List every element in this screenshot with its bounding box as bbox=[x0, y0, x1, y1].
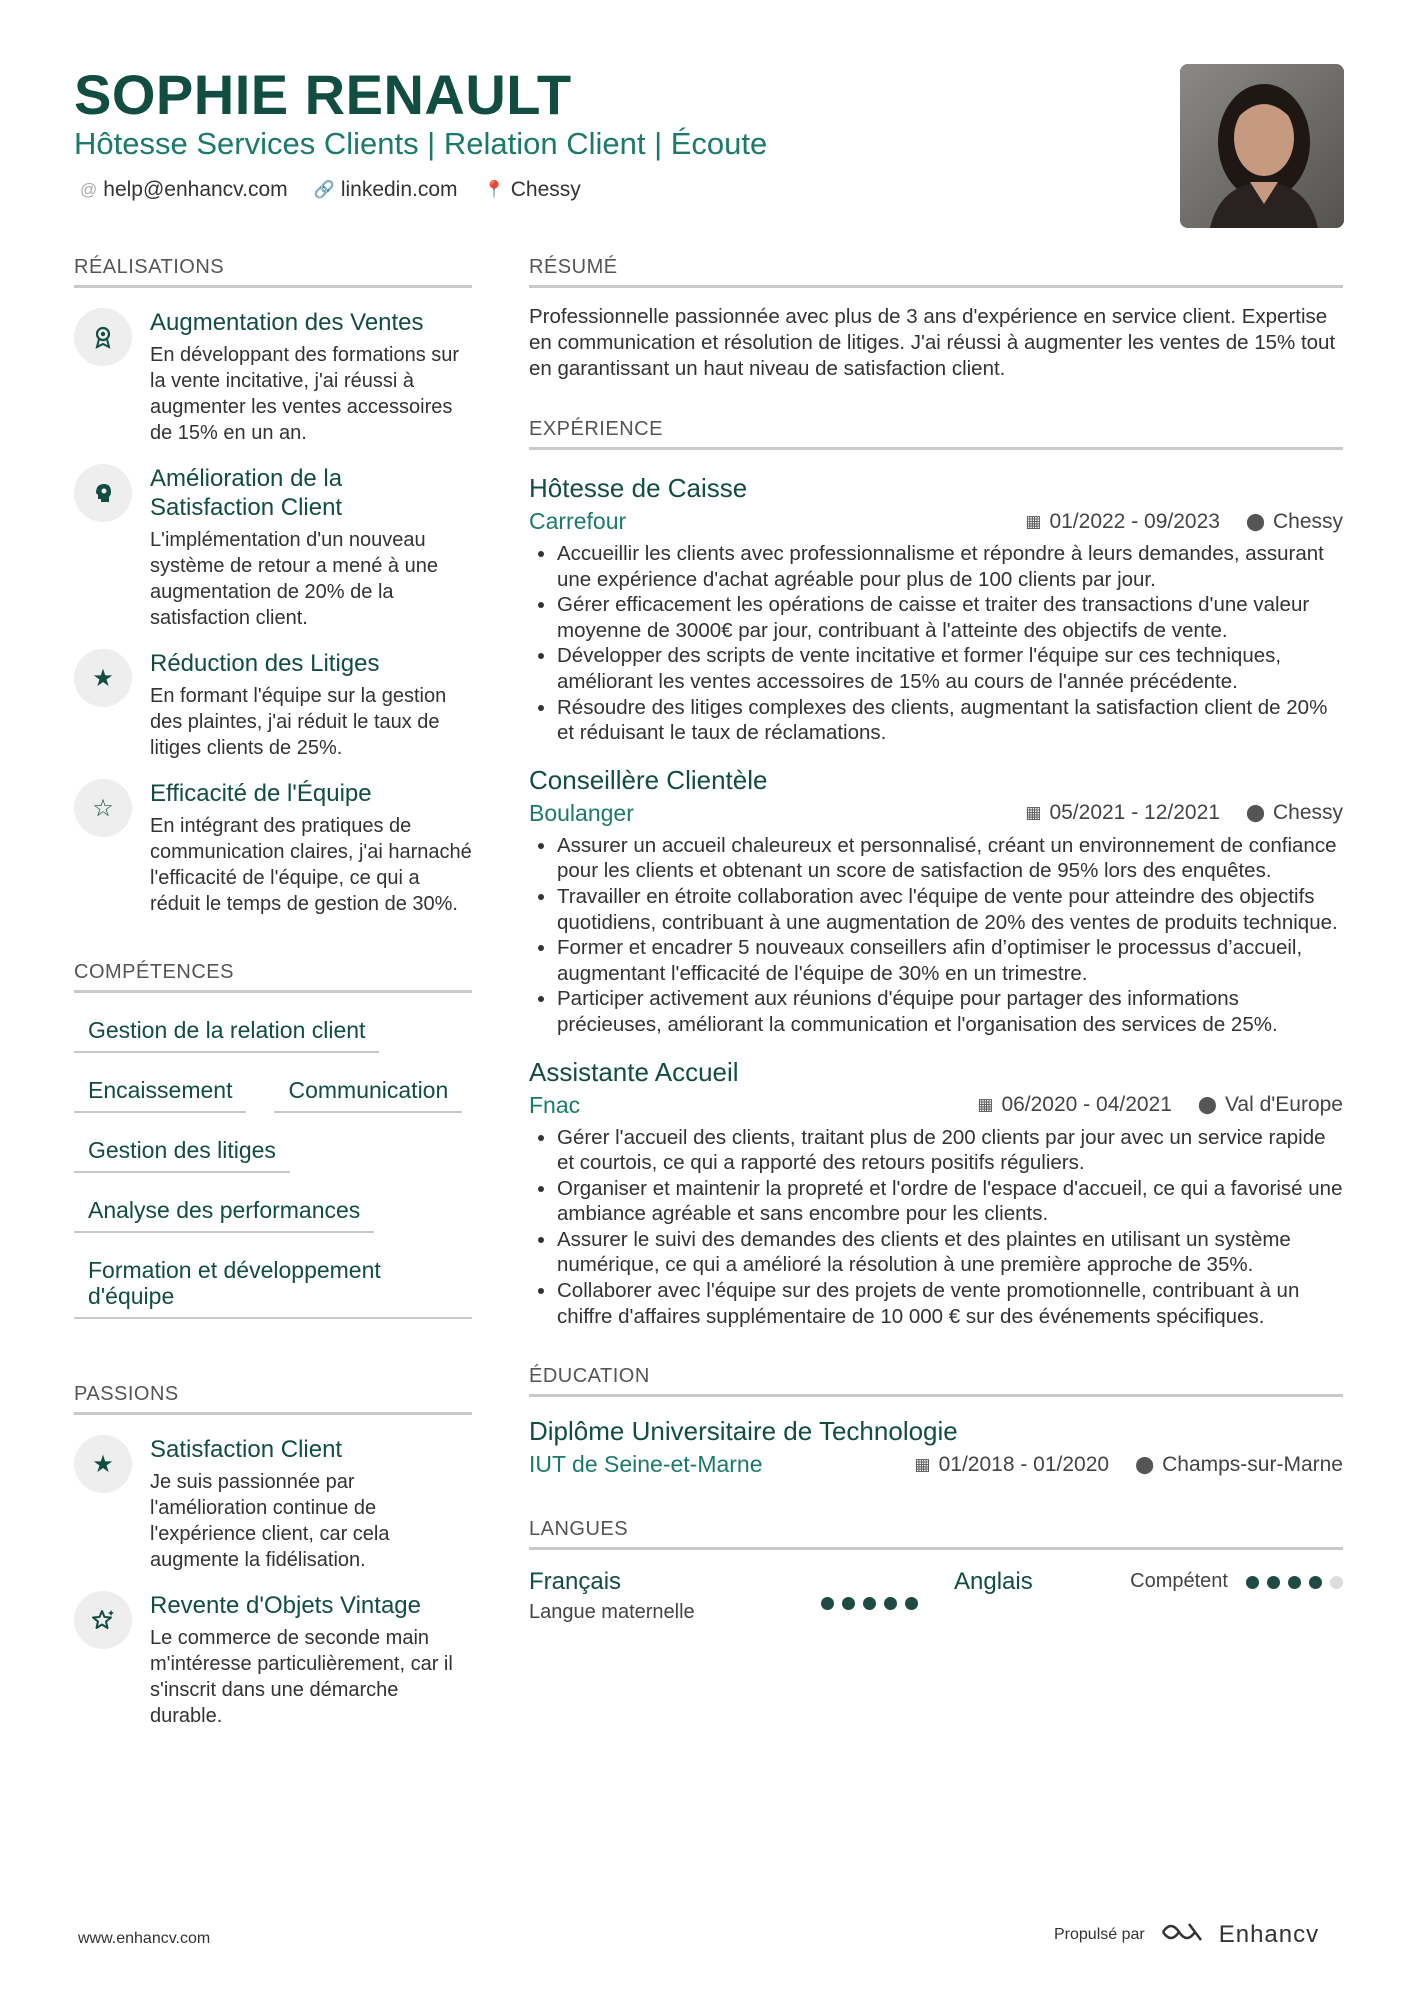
star-outline-icon: ☆ bbox=[74, 779, 132, 837]
achievement-desc: L'implémentation d'un nouveau système de retour a mené à une augmentation de 20% de la satisfaction client. bbox=[150, 529, 438, 629]
bullet-item: • Organiser et maintenir la propreté et l'ordre de l'espace d'accueil, ce qui a favorisé une ambiance agréable et sans encombre pour les clients. bbox=[557, 1176, 1343, 1227]
rating-dot bbox=[821, 1597, 834, 1610]
calendar-icon: ▦ bbox=[977, 1095, 994, 1114]
job-bullets bbox=[529, 1125, 1343, 1330]
languages-list bbox=[529, 1568, 1343, 1624]
contact-linkedin[interactable] bbox=[314, 178, 458, 202]
bullet-item: • Résoudre des litiges complexes des clients, augmentant la satisfaction client de 20% et réduisant le taux de réclamations. bbox=[557, 695, 1343, 746]
company-name: Carrefour bbox=[529, 508, 627, 534]
achievement-item bbox=[74, 308, 472, 446]
rating-dot bbox=[1267, 1576, 1280, 1589]
powered-by-text: Propulsé par bbox=[1054, 1925, 1145, 1943]
email-text: help@enhancv.com bbox=[103, 178, 288, 201]
location-pin-icon: ⬤ bbox=[1245, 511, 1265, 531]
job-location: Val d'Europe bbox=[1224, 1093, 1343, 1116]
bullet-item: • Assurer un accueil chaleureux et personnalisé, créant un environnement de confiance pour les clients et obtenant un score de satisfaction de 95% lors des enquêtes. bbox=[557, 833, 1343, 884]
rating-dot bbox=[1330, 1576, 1343, 1589]
bullet-item: • Assurer le suivi des demandes des clients et des plaintes en utilisant un système numérique, ce qui a amélioré la résolution à une première approche de 35%. bbox=[557, 1227, 1343, 1278]
passion-desc: Je suis passionnée par l'amélioration continue de l'expérience client, car cela augmente la fidélisation. bbox=[150, 1471, 390, 1571]
rating-dot bbox=[905, 1597, 918, 1610]
degree-title: Diplôme Universitaire de Technologie bbox=[529, 1416, 958, 1447]
achievement-title: Réduction des Litiges bbox=[150, 650, 380, 677]
bullet-item: • Gérer l'accueil des clients, traitant plus de 200 clients par jour avec un service rapide et courtois, ce qui a rapporté des retours positifs réguliers. bbox=[557, 1125, 1343, 1176]
footer-site[interactable]: www.enhancv.com bbox=[78, 1930, 211, 1947]
job-title: Assistante Accueil bbox=[529, 1056, 739, 1087]
bullet-item: • Gérer efficacement les opérations de caisse et traiter des transactions d'une valeur moyenne de 3000€ par jour, contribuant à l'atteinte des objectifs de vente. bbox=[557, 592, 1343, 643]
language-level: Compétent bbox=[1130, 1570, 1228, 1593]
job-bullets bbox=[529, 541, 1343, 746]
bullet-item: • Développer des scripts de vente incitative et former l'équipe sur ces techniques, améliorant les ventes accessoires de 15% au cours de l'année précédente. bbox=[557, 643, 1343, 694]
passion-title: Revente d'Objets Vintage bbox=[150, 1592, 421, 1619]
section-title-summary: RÉSUMÉ bbox=[529, 256, 1343, 288]
section-title-languages: LANGUES bbox=[529, 1518, 1343, 1550]
job-dates: 05/2021 - 12/2021 bbox=[1049, 801, 1220, 825]
section-title-experience: EXPÉRIENCE bbox=[529, 418, 1343, 450]
contact-bar bbox=[80, 178, 581, 202]
language-name: Français bbox=[529, 1568, 622, 1596]
company-name: Boulanger bbox=[529, 799, 634, 826]
job-title: Hôtesse de Caisse bbox=[529, 473, 748, 503]
star-icon: ★ bbox=[74, 649, 132, 707]
skill-tag: Analyse des performances bbox=[74, 1187, 374, 1233]
achievement-title: Amélioration de la Satisfaction Client bbox=[150, 465, 343, 521]
achievement-title: Augmentation des Ventes bbox=[150, 309, 424, 336]
language-name: Anglais bbox=[954, 1568, 1033, 1596]
at-icon: @ bbox=[80, 180, 98, 199]
education-dates: 01/2018 - 01/2020 bbox=[938, 1452, 1110, 1476]
star-sparkle-icon bbox=[74, 1591, 132, 1649]
skill-tag: Encaissement bbox=[74, 1067, 246, 1113]
job-bullets bbox=[529, 833, 1343, 1038]
bullet-item: • Former et encadrer 5 nouveaux conseillers afin d’optimiser le processus d’accueil, augmentant l'efficacité de l'équipe de 30% en un trimestre. bbox=[557, 935, 1343, 986]
company-name: Fnac bbox=[529, 1091, 581, 1118]
left-column bbox=[74, 256, 472, 1729]
achievement-item bbox=[74, 649, 472, 761]
calendar-icon: ▦ bbox=[1025, 803, 1042, 823]
passion-item bbox=[74, 1435, 472, 1573]
school-name: IUT de Seine-et-Marne bbox=[529, 1451, 763, 1478]
section-title-education: ÉDUCATION bbox=[529, 1365, 1343, 1397]
location-pin-icon: 📍 bbox=[483, 180, 505, 199]
passion-desc: Le commerce de seconde main m'intéresse particulièrement, car il s'inscrit dans une démarche durable. bbox=[150, 1627, 453, 1727]
rating-dot bbox=[842, 1597, 855, 1610]
linkedin-text: linkedin.com bbox=[340, 178, 458, 201]
job-entry bbox=[529, 1056, 1343, 1330]
achievement-item bbox=[74, 779, 472, 917]
skill-tag: Gestion des litiges bbox=[74, 1127, 290, 1173]
job-title: Conseillère Clientèle bbox=[529, 764, 768, 795]
enhancv-logo-icon bbox=[1159, 1920, 1205, 1949]
skills-list bbox=[74, 1007, 472, 1333]
star-icon: ★ bbox=[74, 1435, 132, 1493]
bullet-item: • Participer activement aux réunions d'équipe pour partager des informations précieuses, améliorant la communication et l'organisation des services de 25%. bbox=[557, 986, 1343, 1037]
language-level: Langue maternelle bbox=[529, 1601, 695, 1624]
education-location: Champs-sur-Marne bbox=[1162, 1452, 1343, 1476]
skill-tag: Formation et développement d'équipe bbox=[74, 1247, 472, 1319]
achievement-desc: En intégrant des pratiques de communication claires, j'ai harnaché l'efficacité de l'équipe, ce qui a réduit le temps de gestion de 30%. bbox=[150, 815, 472, 915]
achievement-desc: En formant l'équipe sur la gestion des plaintes, j'ai réduit le taux de litiges clients de 25%. bbox=[150, 685, 447, 759]
rating-dot bbox=[1309, 1576, 1322, 1589]
rating-dot bbox=[884, 1597, 897, 1610]
education-entry bbox=[529, 1415, 1343, 1478]
job-location: Chessy bbox=[1272, 509, 1343, 533]
head-icon bbox=[74, 464, 132, 522]
language-item bbox=[529, 1568, 954, 1624]
skill-tag: Communication bbox=[274, 1067, 462, 1113]
link-icon: 🔗 bbox=[313, 180, 335, 199]
rating-dot bbox=[1288, 1576, 1301, 1589]
section-title-achievements: RÉALISATIONS bbox=[74, 256, 472, 288]
footer-branding bbox=[1054, 1920, 1319, 1949]
contact-email[interactable] bbox=[80, 178, 288, 202]
location-text: Chessy bbox=[510, 178, 581, 201]
calendar-icon: ▦ bbox=[1025, 511, 1042, 531]
profile-photo bbox=[1180, 64, 1344, 228]
right-column bbox=[529, 256, 1343, 1624]
section-title-passions: PASSIONS bbox=[74, 1383, 472, 1415]
award-icon bbox=[74, 308, 132, 366]
calendar-icon: ▦ bbox=[914, 1454, 931, 1474]
achievement-title: Efficacité de l'Équipe bbox=[150, 780, 372, 807]
brand-name: Enhancv bbox=[1218, 1920, 1320, 1948]
rating-dot bbox=[863, 1597, 876, 1610]
achievement-desc: En développant des formations sur la vente incitative, j'ai réussi à augmenter les ventes accessoires de 15% en un an. bbox=[150, 344, 460, 444]
section-title-skills: COMPÉTENCES bbox=[74, 961, 472, 993]
candidate-name: SOPHIE RENAULT bbox=[74, 63, 572, 126]
rating-dot bbox=[1246, 1576, 1259, 1589]
bullet-item: • Travailler en étroite collaboration avec l'équipe de vente pour atteindre des objectifs quotidiens, contribuant à une augmentation de 20% des ventes de produits technique. bbox=[557, 884, 1343, 935]
location-pin-icon: ⬤ bbox=[1245, 803, 1265, 823]
language-rating bbox=[1246, 1576, 1343, 1589]
job-entry bbox=[529, 472, 1343, 746]
skill-tag: Gestion de la relation client bbox=[74, 1007, 379, 1053]
passion-title: Satisfaction Client bbox=[150, 1436, 343, 1463]
location-pin-icon: ⬤ bbox=[1197, 1095, 1217, 1114]
summary-text: Professionnelle passionnée avec plus de 3 ans d'expérience en service client. Expertise en communication et résolution de litiges. J'ai réussi à augmenter les ventes de 15% tout en garantissant un haut niveau de satisfaction client. bbox=[529, 305, 1336, 380]
job-location: Chessy bbox=[1272, 801, 1343, 825]
achievement-item bbox=[74, 464, 472, 631]
job-dates: 01/2022 - 09/2023 bbox=[1049, 509, 1220, 533]
language-item bbox=[954, 1568, 1343, 1624]
location-pin-icon: ⬤ bbox=[1135, 1454, 1155, 1474]
language-rating bbox=[821, 1582, 918, 1624]
contact-location bbox=[484, 178, 581, 202]
job-entry bbox=[529, 764, 1343, 1038]
bullet-item: • Accueillir les clients avec professionnalisme et répondre à leurs demandes, assurant une expérience d'achat agréable pour plus de 100 clients par jour. bbox=[557, 541, 1343, 592]
bullet-item: • Collaborer avec l'équipe sur des projets de vente promotionnelle, contribuant à un chiffre d'affaires supplémentaire de 10 000 € sur des événements spécifiques. bbox=[557, 1278, 1343, 1329]
job-dates: 06/2020 - 04/2021 bbox=[1001, 1093, 1172, 1116]
passion-item bbox=[74, 1591, 472, 1729]
candidate-title: Hôtesse Services Clients | Relation Client | Écoute bbox=[74, 126, 768, 161]
